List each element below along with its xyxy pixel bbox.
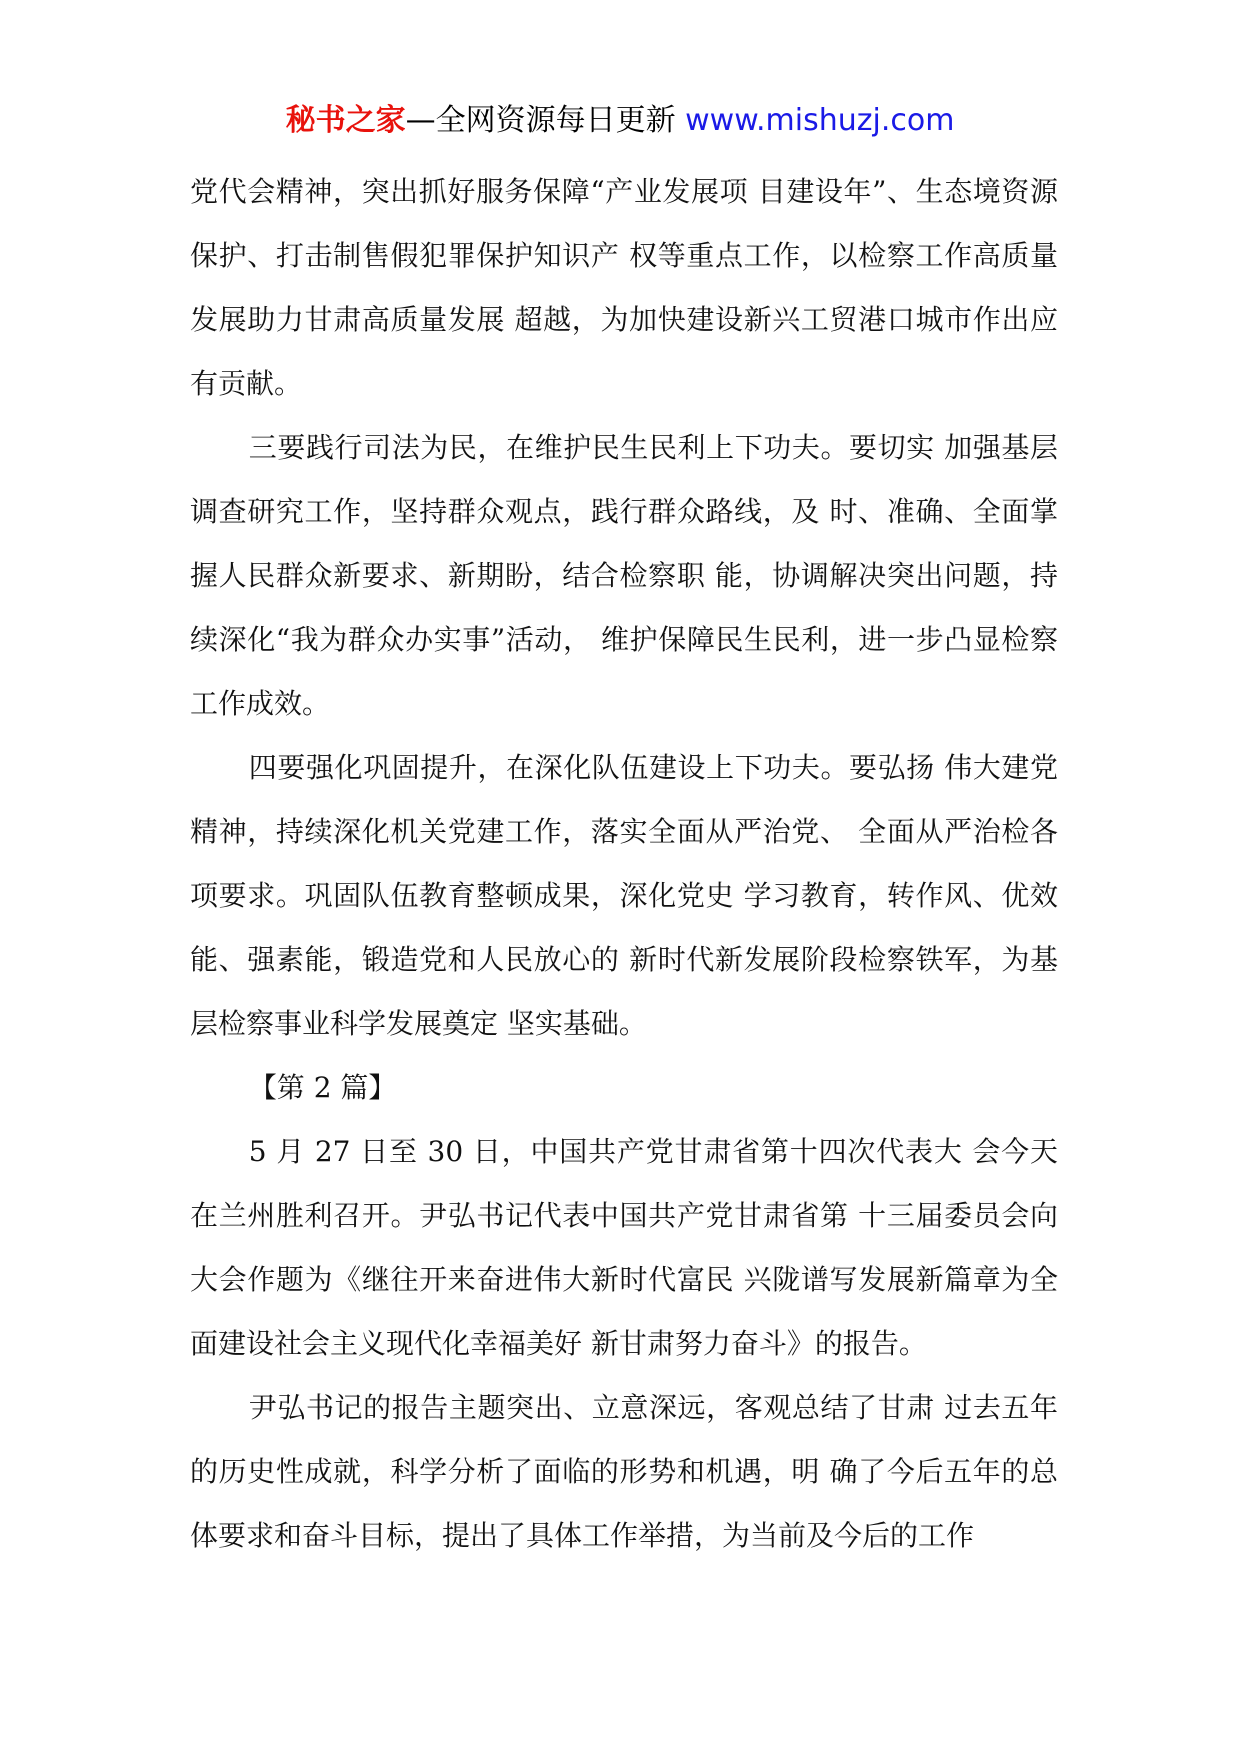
- paragraph-point-three: 三要践行司法为民，在维护民生民利上下功夫。要切实 加强基层调查研究工作，坚持群众观点，践行群众路线，及 时、准确、全面掌握人民群众新要求、新期盼，结合检察职 能，协调解决突出问题，持续深化“我为群众办实事”活动， 维护保障民生民利，进一步凸显检察工作成效。: [190, 431, 1058, 720]
- page-header: [0, 98, 1240, 144]
- header-url-link[interactable]: www.mishuzj.com: [685, 103, 955, 138]
- paragraph-report-summary: 尹弘书记的报告主题突出、立意深远，客观总结了甘肃 过去五年的历史性成就，科学分析了面临的形势和机遇，明 确了今后五年的总体要求和奋斗目标，提出了具体工作举措，为当前及今后的工作: [190, 1391, 1058, 1552]
- header-brand: 秘书之家: [285, 103, 406, 138]
- header-tagline: —全网资源每日更新: [405, 103, 676, 138]
- section-heading-part-2: 【第 2 篇】: [248, 1071, 397, 1104]
- paragraph-continuation: 党代会精神，突出抓好服务保障“产业发展项 目建设年”、生态境资源保护、打击制售假犯罪保护知识产 权等重点工作，以检察工作高质量发展助力甘肃高质量发展 超越，为加快建设新兴工贸港口城市作出应有贡献。: [190, 175, 1058, 400]
- paragraph-point-four: 四要强化巩固提升，在深化队伍建设上下功夫。要弘扬 伟大建党精神，持续深化机关党建工作，落实全面从严治党、 全面从严治检各项要求。巩固队伍教育整顿成果，深化党史 学习教育，转作风、优效能、强素能，锻造党和人民放心的 新时代新发展阶段检察铁军，为基层检察事业科学发展奠定 坚实基础。: [190, 751, 1058, 1040]
- paragraph-congress-intro: 5 月 27 日至 30 日，中国共产党甘肃省第十四次代表大 会今天在兰州胜利召开。尹弘书记代表中国共产党甘肃省第 十三届委员会向大会作题为《继往开来奋进伟大新时代富民 兴陇谱写发展新篇章为全面建设社会主义现代化幸福美好 新甘肃努力奋斗》的报告。: [190, 1135, 1058, 1360]
- document-body: [190, 160, 1058, 1568]
